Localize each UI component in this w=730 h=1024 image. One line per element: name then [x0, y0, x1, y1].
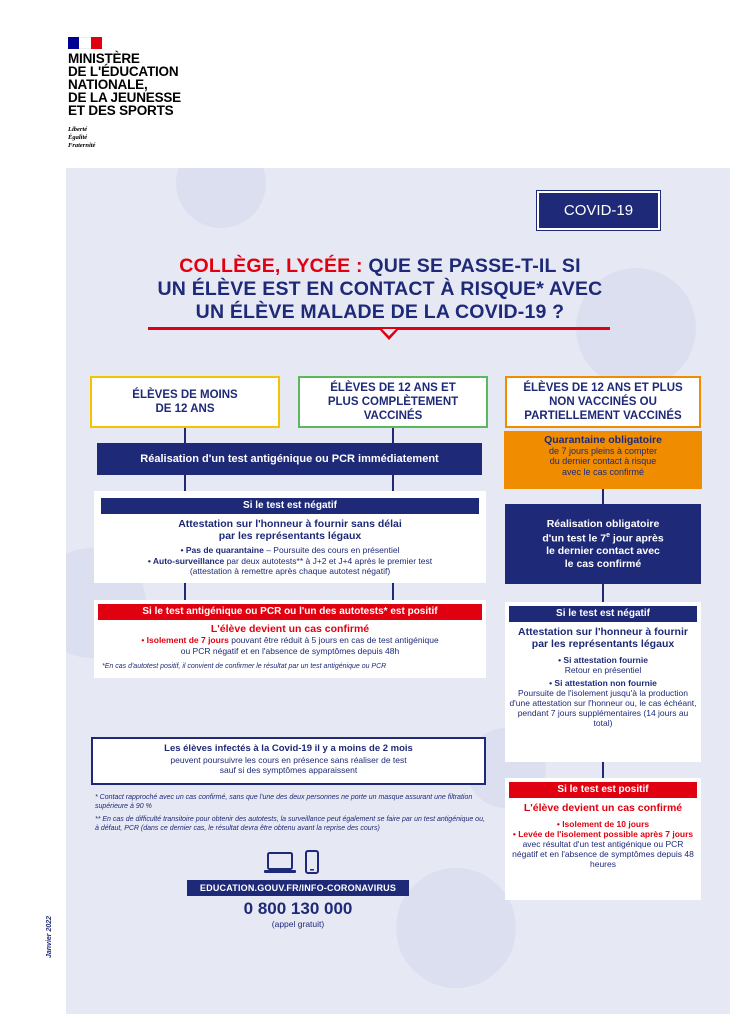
- positive-test-box-right: [505, 778, 701, 900]
- motto-line: Liberté: [68, 126, 88, 133]
- autotest-note: *En cas d'autotest positif, il convient de confirmer le résultat par un test antigénique ou PCR: [102, 663, 387, 670]
- covid-badge: COVID-19: [537, 191, 660, 230]
- negative-test-box-right: [505, 602, 701, 762]
- quarantine-title: Quarantaine obligatoire: [544, 434, 662, 446]
- title-highlight: COLLÈGE, LYCÉE :: [179, 255, 363, 277]
- column-header-vaccinated: ÉLÈVES DE 12 ANS ET PLUS COMPLÈTEMENT VACCINÉS: [298, 376, 488, 428]
- column-header-unvaccinated: ÉLÈVES DE 12 ANS ET PLUS NON VACCINÉS OU PARTIELLEMENT VACCINÉS: [505, 376, 701, 428]
- motto-line: Fraternité: [68, 142, 96, 149]
- connector-line: [392, 475, 394, 491]
- negative-test-box: [94, 491, 486, 583]
- infected-title: Les élèves infectés à la Covid-19 il y a moins de 2 mois: [164, 743, 413, 754]
- mandatory-test-line: d'un test le 7: [542, 532, 607, 545]
- negative-test-header-right: Si le test est négatif: [509, 606, 697, 622]
- ministry-name: [68, 52, 268, 117]
- footnote-1: * Contact rapproché avec un cas confirmé, sans que l'une des deux personnes ne porte un masque assurant une filtration supérieure à 90 %: [95, 794, 473, 810]
- ministry-line: ET DES SPORTS: [68, 103, 174, 118]
- confirmed-case-title-right: L'élève devient un cas confirmé: [523, 802, 683, 814]
- publication-date: Janvier 2022: [46, 915, 53, 958]
- quarantine-text: de 7 jours pleins à compter: [548, 445, 658, 456]
- recently-infected-box: [91, 737, 486, 785]
- attestation-title-2: par les représentants légaux: [218, 530, 362, 542]
- quarantine-text: avec le cas confirmé: [561, 466, 645, 477]
- footnote-2: ** En cas de difficulté transitoire pour obtenir des autotests, la surveillance peut également se faire par un test antigénique ou, à défaut, PCR (dans ce dernier cas, le résultat devra être obtenu avant la reprise des cours): [95, 816, 485, 832]
- republic-motto: [68, 126, 95, 150]
- mandatory-test-line: le cas confirmé: [564, 557, 642, 570]
- connector-line: [392, 583, 394, 600]
- connector-line: [602, 762, 604, 778]
- isolation-text: pouvant être réduit à 5 jours en cas de test antigénique: [228, 635, 439, 645]
- laptop-icon: [264, 852, 296, 874]
- mandatory-test-line: le dernier contact avec: [546, 545, 660, 558]
- ministry-line: MINISTÈRE: [68, 51, 140, 66]
- quarantine-text: du dernier contact à risque: [549, 456, 657, 466]
- hotline-note: (appel gratuit): [271, 919, 325, 929]
- mandatory-test-line: Réalisation obligatoire: [546, 517, 660, 530]
- phone-icon: [305, 850, 319, 874]
- positive-test-header-right: Si le test est positif: [509, 782, 697, 798]
- info-url-link[interactable]: EDUCATION.GOUV.FR/INFO-CORONAVIRUS: [187, 880, 409, 896]
- connector-line: [184, 475, 186, 491]
- footnotes: [95, 793, 490, 837]
- self-surveillance-label: • Auto-surveillance: [147, 555, 225, 566]
- ministry-line: NATIONALE,: [68, 77, 148, 92]
- no-quarantine-label: • Pas de quarantaine: [180, 545, 264, 555]
- attestation-provided-label: • Si attestation fournie: [558, 655, 648, 665]
- superscript: e: [606, 532, 610, 540]
- isolation-lift-text: avec résultat d'un test antigénique ou PCR négatif et en l'absence de symptômes depuis 48 heures: [512, 839, 694, 869]
- no-quarantine-text: – Poursuite des cours en présentiel: [263, 545, 400, 555]
- positive-test-header: Si le test antigénique ou PCR ou l'un des autotests* est positif: [98, 604, 482, 620]
- confirmed-case-title: L'élève devient un cas confirmé: [210, 623, 370, 635]
- attestation-missing-text: Poursuite de l'isolement jusqu'à la production d'une attestation sur l'honneur ou, le cas échéant, pendant 7 jours supplémentaires (14 jours au total): [509, 688, 697, 728]
- isolation-label: • Isolement de 7 jours: [141, 635, 229, 645]
- title-line1: QUE SE PASSE-T-IL SI: [362, 255, 581, 277]
- immediate-test-box: Réalisation d'un test antigénique ou PCR immédiatement: [97, 443, 482, 475]
- title-line3: UN ÉLÈVE MALADE DE LA COVID-19 ?: [195, 301, 565, 323]
- attestation-title: Attestation sur l'honneur à fournir sans délai: [178, 518, 402, 530]
- connector-line: [392, 428, 394, 443]
- page-title: [100, 255, 660, 324]
- isolation-text-2: ou PCR négatif et en l'absence de symptômes depuis 48h: [180, 645, 400, 656]
- isolation-10-days: • Isolement de 10 jours: [556, 819, 650, 829]
- mandatory-test-box: [505, 504, 701, 584]
- title-line2: UN ÉLÈVE EST EN CONTACT À RISQUE* AVEC: [157, 278, 603, 300]
- ministry-line: DE L'ÉDUCATION: [68, 64, 179, 79]
- virus-decoration: [176, 168, 266, 228]
- self-surveillance-note: (attestation à remettre après chaque autotest négatif): [189, 566, 391, 576]
- infected-text-2: sauf si des symptômes apparaissent: [219, 765, 358, 775]
- connector-line: [184, 583, 186, 600]
- negative-test-header: Si le test est négatif: [101, 498, 479, 514]
- attestation-title-right: Attestation sur l'honneur à fournir par les représentants légaux: [518, 626, 688, 650]
- connector-line: [602, 489, 604, 504]
- attestation-missing-label: • Si attestation non fournie: [549, 678, 657, 688]
- motto-line: Égalité: [68, 134, 88, 141]
- positive-test-box: [94, 600, 486, 678]
- title-notch-inner: [382, 329, 396, 336]
- connector-line: [184, 428, 186, 443]
- mandatory-quarantine-box: [504, 431, 702, 489]
- infected-text: peuvent poursuivre les cours en présence sans réaliser de test: [170, 754, 407, 765]
- attestation-provided-text: Retour en présentiel: [564, 665, 642, 675]
- virus-decoration: [396, 868, 516, 988]
- self-surveillance-text: par deux autotests** à J+2 et J+4 après le premier test: [224, 555, 433, 566]
- column-header-under-12: ÉLÈVES DE MOINS DE 12 ANS: [90, 376, 280, 428]
- ministry-line: DE LA JEUNESSE: [68, 90, 181, 105]
- connector-line: [602, 584, 604, 602]
- republic-flag-logo: [68, 37, 102, 49]
- mandatory-test-line: jour après: [609, 532, 664, 545]
- hotline-number[interactable]: 0 800 130 000: [243, 899, 353, 918]
- isolation-lift: • Levée de l'isolement possible après 7 jours: [512, 829, 694, 839]
